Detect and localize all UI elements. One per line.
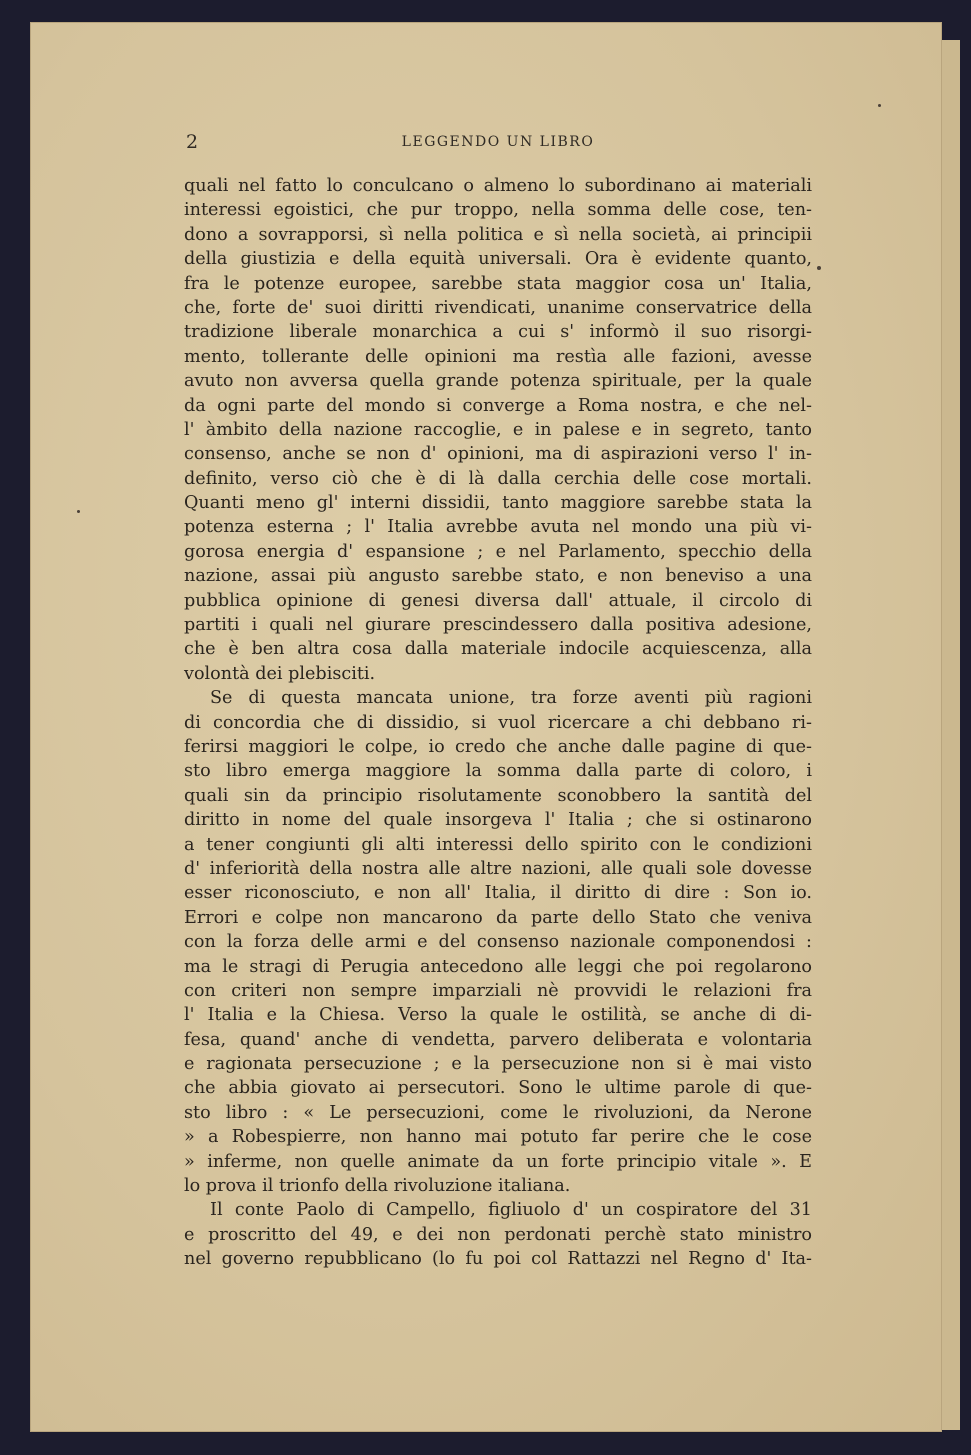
text-line: che è ben altra cosa dalla materiale indocile acquiescenza, alla xyxy=(184,639,812,660)
text-line: potenza esterna ; l' Italia avrebbe avuta nel mondo una più vi- xyxy=(184,517,812,538)
text-line: interessi egoistici, che pur troppo, nella somma delle cose, ten- xyxy=(184,200,812,221)
page-header xyxy=(186,131,810,157)
text-line: l' àmbito della nazione raccoglie, e in palese e in segreto, tanto xyxy=(184,419,812,440)
text-line: sto libro : « Le persecuzioni, come le rivoluzioni, da Nerone xyxy=(184,1102,812,1123)
text-line: sto libro emerga maggiore la somma dalla parte di coloro, i xyxy=(184,761,812,782)
text-line: della giustizia e della equità universali. Ora è evidente quanto, xyxy=(184,249,812,270)
text-line: fesa, quand' anche di vendetta, parvero deliberata e volontaria xyxy=(184,1029,812,1050)
text-line: mento, tollerante delle opinioni ma restìa alle fazioni, avesse xyxy=(184,346,812,367)
text-line: lo prova il trionfo della rivoluzione italiana. xyxy=(184,1176,571,1197)
body-text xyxy=(184,174,812,1272)
text-line: e ragionata persecuzione ; e la persecuzione non si è mai visto xyxy=(184,1054,812,1075)
text-line: dono a sovrapporsi, sì nella politica e sì nella società, ai principii xyxy=(184,224,812,245)
next-page-edge xyxy=(942,40,960,1430)
page-number: 2 xyxy=(186,131,199,153)
text-line: » inferme, non quelle animate da un forte principio vitale ». E xyxy=(184,1151,812,1172)
text-line: » a Robespierre, non hanno mai potuto far perire che le cose xyxy=(184,1127,812,1148)
text-line: Se di questa mancata unione, tra forze aventi più ragioni xyxy=(210,688,812,709)
text-line: Errori e colpe non mancarono da parte dello Stato che veniva xyxy=(184,907,812,928)
text-line: con la forza delle armi e del consenso nazionale componendosi : xyxy=(184,932,812,953)
text-line: quali sin da principio risolutamente sconobbero la santità del xyxy=(184,785,812,806)
text-line: che, forte de' suoi diritti rivendicati, unanime conservatrice della xyxy=(184,297,812,318)
text-line: avuto non avversa quella grande potenza spirituale, per la quale xyxy=(184,371,812,392)
text-line: partiti i quali nel giurare prescindessero dalla positiva adesione, xyxy=(184,615,812,636)
text-line: nel governo repubblicano (lo fu poi col Rattazzi nel Regno d' Ita- xyxy=(184,1249,812,1270)
text-line: con criteri non sempre imparziali nè provvidi le relazioni fra xyxy=(184,980,812,1001)
running-title: LEGGENDO UN LIBRO xyxy=(401,134,595,150)
text-line: d' inferiorità della nostra alle altre nazioni, alle quali sole dovesse xyxy=(184,858,812,879)
text-line: Quanti meno gl' interni dissidii, tanto maggiore sarebbe stata la xyxy=(184,493,812,514)
text-line: definito, verso ciò che è di là dalla cerchia delle cose mortali. xyxy=(184,468,812,489)
text-line: Il conte Paolo di Campello, figliuolo d' un cospiratore del 31 xyxy=(210,1200,812,1221)
ink-speck xyxy=(878,104,881,107)
text-line: che abbia giovato ai persecutori. Sono le ultime parole di que- xyxy=(184,1078,812,1099)
text-line: esser riconosciuto, e non all' Italia, il diritto di dire : Son io. xyxy=(184,883,812,904)
text-line: da ogni parte del mondo si converge a Roma nostra, e che nel- xyxy=(184,395,812,416)
text-line: di concordia che di dissidio, si vuol ricercare a chi debbano ri- xyxy=(184,712,812,733)
text-line: consenso, anche se non d' opinioni, ma di aspirazioni verso l' in- xyxy=(184,444,812,465)
ink-speck xyxy=(77,510,80,513)
text-line: fra le potenze europee, sarebbe stata maggior cosa un' Italia, xyxy=(184,273,812,294)
ink-speck xyxy=(817,266,821,270)
text-line: pubblica opinione di genesi diversa dall' attuale, il circolo di xyxy=(184,590,812,611)
text-line: e proscritto del 49, e dei non perdonati perchè stato ministro xyxy=(184,1224,812,1245)
text-line: gorosa energia d' espansione ; e nel Parlamento, specchio della xyxy=(184,541,812,562)
text-line: quali nel fatto lo conculcano o almeno lo subordinano ai materiali xyxy=(184,176,812,196)
text-line: volontà dei plebisciti. xyxy=(184,663,376,684)
text-line: l' Italia e la Chiesa. Verso la quale le ostilità, se anche di di- xyxy=(184,1005,812,1026)
text-line: diritto in nome del quale insorgeva l' Italia ; che si ostinarono xyxy=(184,810,812,831)
text-line: a tener congiunti gli alti interessi dello spirito con le condizioni xyxy=(184,834,812,855)
text-line: nazione, assai più angusto sarebbe stato, e non beneviso a una xyxy=(184,566,812,587)
text-line: tradizione liberale monarchica a cui s' informò il suo risorgi- xyxy=(184,322,812,343)
text-line: ma le stragi di Perugia antecedono alle leggi che poi regolarono xyxy=(184,956,812,977)
text-line: ferirsi maggiori le colpe, io credo che anche dalle pagine di que- xyxy=(184,736,812,757)
